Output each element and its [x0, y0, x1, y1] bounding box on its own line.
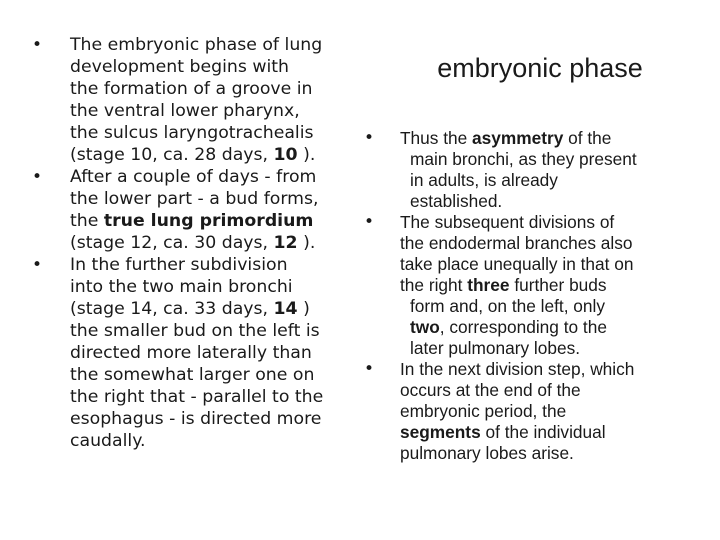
- text-line: the lower part - a bud forms,: [70, 189, 319, 209]
- key-term: three: [467, 275, 510, 295]
- text-run: the: [70, 211, 104, 231]
- text-line: [400, 128, 704, 149]
- text-line: the smaller bud on the left is: [70, 321, 320, 341]
- text-run: (stage 12, ca. 30 days,: [70, 233, 274, 253]
- bullet-icon: •: [32, 167, 43, 187]
- text-line: [70, 232, 367, 254]
- bullet-item: [364, 359, 704, 464]
- text-line: The subsequent divisions of: [400, 212, 615, 232]
- text-run: further buds: [509, 275, 607, 295]
- text-line: In the further subdivision: [70, 255, 288, 275]
- bullet-item: [32, 254, 367, 452]
- key-term: asymmetry: [472, 128, 564, 148]
- text-line: in adults, is already: [410, 170, 558, 190]
- text-line: [400, 275, 704, 296]
- text-line: take place unequally in that on: [400, 254, 634, 274]
- bullet-item: [364, 212, 704, 359]
- stage-number: 10: [273, 145, 298, 165]
- text-line: directed more laterally than: [70, 343, 312, 363]
- text-line: the sulcus laryngotrachealis: [70, 123, 314, 143]
- bullet-icon: •: [364, 212, 375, 232]
- text-run: of the individual: [480, 422, 606, 442]
- text-run: of the: [563, 128, 612, 148]
- bullet-icon: •: [364, 128, 375, 148]
- key-term: two: [410, 317, 440, 337]
- bullet-item: [32, 166, 367, 254]
- text-line: After a couple of days - from: [70, 167, 317, 187]
- text-line: development begins with: [70, 57, 289, 77]
- text-line: the somewhat larger one on: [70, 365, 315, 385]
- key-term: segments: [400, 422, 481, 442]
- text-run: the right: [400, 275, 468, 295]
- text-line: the formation of a groove in: [70, 79, 313, 99]
- text-line: esophagus - is directed more: [70, 409, 322, 429]
- key-term: true lung primordium: [103, 211, 314, 231]
- text-run: ): [297, 299, 310, 319]
- text-line: established.: [410, 191, 503, 211]
- slide-title: embryonic phase: [437, 53, 643, 83]
- text-line: [70, 298, 367, 320]
- text-line: The embryonic phase of lung: [70, 35, 323, 55]
- text-line: occurs at the end of the: [400, 380, 581, 400]
- text-line: embryonic period, the: [400, 401, 567, 421]
- text-line: form and, on the left, only: [410, 296, 606, 316]
- text-line: main bronchi, as they present: [410, 149, 637, 169]
- right-bullet-list: [364, 128, 704, 464]
- bullet-item: [32, 34, 367, 166]
- text-line: [70, 144, 367, 166]
- stage-number: 14: [273, 299, 298, 319]
- text-run: ).: [297, 145, 316, 165]
- text-line: [400, 422, 704, 443]
- text-line: the right that - parallel to the: [70, 387, 324, 407]
- text-line: [70, 210, 367, 232]
- text-line: into the two main bronchi: [70, 277, 293, 297]
- text-line: the ventral lower pharynx,: [70, 101, 300, 121]
- text-line: later pulmonary lobes.: [410, 338, 581, 358]
- text-line: In the next division step, which: [400, 359, 635, 379]
- stage-number: 12: [273, 233, 298, 253]
- bullet-icon: •: [32, 255, 43, 275]
- text-line: caudally.: [70, 431, 146, 451]
- bullet-icon: •: [32, 35, 43, 55]
- text-run: , corresponding to the: [439, 317, 607, 337]
- text-run: ).: [297, 233, 316, 253]
- text-line: the endodermal branches also: [400, 233, 633, 253]
- text-line: [400, 317, 704, 338]
- text-run: (stage 10, ca. 28 days,: [70, 145, 274, 165]
- text-run: Thus the: [400, 128, 473, 148]
- text-run: (stage 14, ca. 33 days,: [70, 299, 274, 319]
- text-line: pulmonary lobes arise.: [400, 443, 574, 463]
- bullet-item: [364, 128, 704, 212]
- left-bullet-list: [32, 34, 367, 452]
- bullet-icon: •: [364, 359, 375, 379]
